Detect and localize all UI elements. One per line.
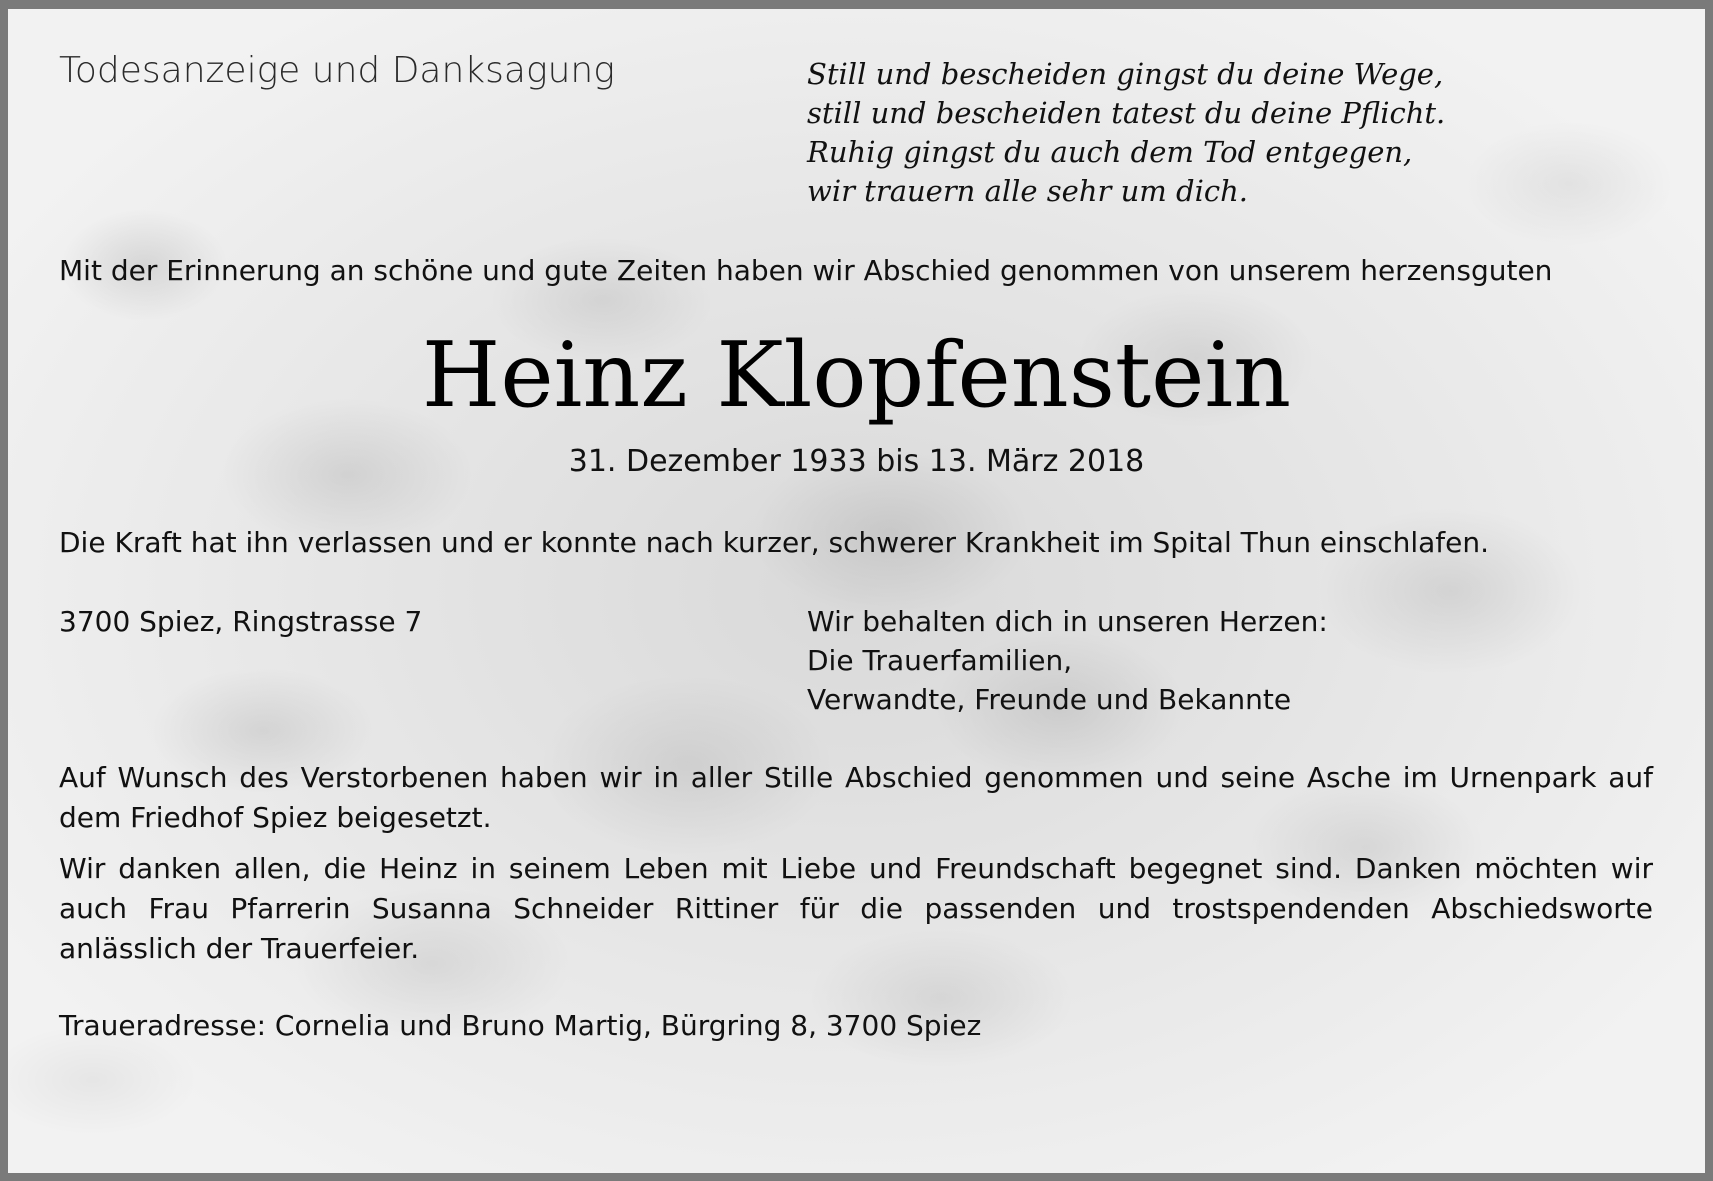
burial-text: Auf Wunsch des Verstorbenen haben wir in aller Stille Abschied genommen und seine Asche im Urnenpark auf dem Friedhof Spiez beigesetzt. xyxy=(59,761,1653,834)
remembrance-line: Verwandte, Freunde und Bekannte xyxy=(807,683,1292,716)
poem xyxy=(807,55,1445,211)
notice-title: Todesanzeige und Danksagung xyxy=(59,50,615,91)
mourning-address: Traueradresse: Cornelia und Bruno Martig, Bürgring 8, 3700 Spiez xyxy=(59,1009,982,1042)
poem-line: Still und bescheiden gingst du deine Wege, xyxy=(807,57,1444,91)
remembrance-line: Die Trauerfamilien, xyxy=(807,644,1073,677)
thanks-text: Wir danken allen, die Heinz in seinem Leben mit Liebe und Freundschaft begegnet sind. Danken möchten wir auch Frau Pfarrerin Susanna Schneider Rittiner für die passenden und trostspendenden Abschiedsworte anlässlich der Trauerfeier. xyxy=(59,852,1653,965)
poem-line: Ruhig gingst du auch dem Tod entgegen, xyxy=(807,135,1413,169)
poem-line: wir trauern alle sehr um dich. xyxy=(807,174,1248,208)
death-notice xyxy=(8,9,1705,1173)
illness-text: Die Kraft hat ihn verlassen und er konnte nach kurzer, schwerer Krankheit im Spital Thun einschlafen. xyxy=(59,526,1490,559)
intro-text: Mit der Erinnerung an schöne und gute Zeiten haben wir Abschied genommen von unserem herzensguten xyxy=(59,254,1553,287)
life-dates: 31. Dezember 1933 bis 13. März 2018 xyxy=(568,444,1145,479)
poem-line: still und bescheiden tatest du deine Pflicht. xyxy=(807,96,1446,130)
remembrance-line: Wir behalten dich in unseren Herzen: xyxy=(807,605,1328,638)
remembrance-block xyxy=(807,602,1328,719)
deceased-name: Heinz Klopfenstein xyxy=(421,323,1292,428)
home-address: 3700 Spiez, Ringstrasse 7 xyxy=(59,605,423,638)
